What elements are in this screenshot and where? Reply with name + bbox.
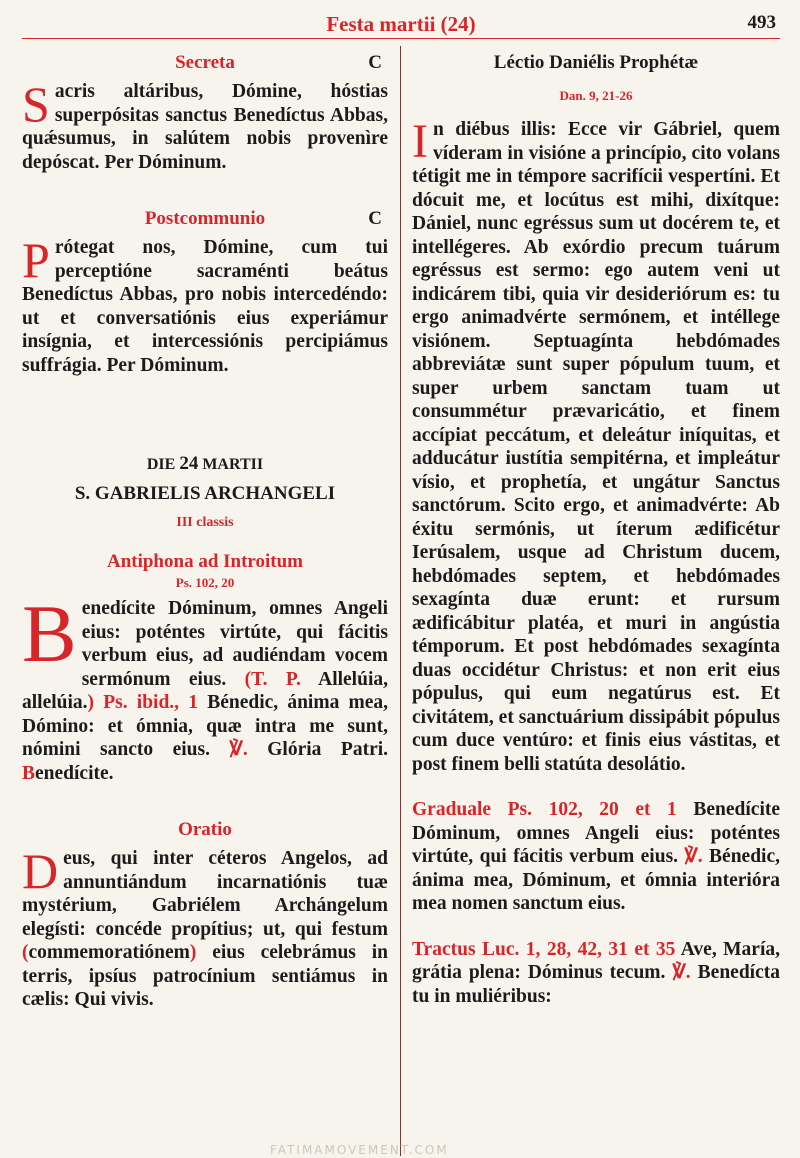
- drop-cap: I: [412, 115, 428, 168]
- introit-heading: Antiphona ad Introitum: [106, 551, 304, 572]
- feast-name: S. GABRIELIS ARCHANGELI: [74, 483, 336, 504]
- column-divider: [400, 46, 401, 1156]
- watermark: FATIMAMOVEMENT.COM: [270, 1143, 449, 1157]
- postcommunio-mark: C: [368, 208, 382, 229]
- lectio-section: [412, 52, 780, 776]
- graduale-text: Graduale Ps. 102, 20 et 1 Benedícite Dóminum, omnes Angeli eius: poténtes virtúte, qui fácitis verbum eius. ℣. Bénedic, ánima mea, Dóminum, et ómnia interióra mea nomen sanctum eius.: [412, 799, 781, 914]
- left-column: [22, 46, 388, 1012]
- oratio-heading: Oratio: [178, 819, 232, 840]
- secreta-mark: C: [368, 52, 382, 73]
- drop-cap: B: [22, 588, 77, 679]
- tractus-label: Tractus Luc. 1, 28, 42, 31 et 35: [412, 938, 676, 960]
- graduale-label: Graduale Ps. 102, 20 et 1: [412, 799, 677, 820]
- oratio-text: Deus, qui inter céteros Angelos, ad annuntiándum incarnatiónis tuæ mystérium, Gabriélem Archángelum elegísti: concéde propítius; ut, qui festum (commemoratiónem) eius celebrámus in terris, ipsíus patrocínium sentiámus in cælis: Qui vivis.: [22, 843, 388, 1010]
- versicle-icon: ℣.: [229, 739, 248, 760]
- introit-section: [22, 551, 388, 785]
- secreta-section: [22, 52, 388, 174]
- versicle-icon: ℣.: [672, 962, 691, 983]
- secreta-heading: Secreta C: [175, 52, 382, 73]
- drop-cap: P: [22, 232, 50, 288]
- drop-cap: S: [22, 76, 50, 132]
- drop-cap: D: [22, 843, 59, 899]
- oratio-section: [22, 819, 388, 1012]
- secreta-text: Sacris altáribus, Dómine, hóstias superpósitas sanctus Benedíctus Abbas, quǽsumus, in salútem nobis provenìre depóscat. Per Dóminum.: [22, 76, 388, 173]
- running-title: Festa martii (24): [326, 12, 476, 36]
- page-number: 493: [747, 12, 776, 33]
- lectio-reference: Dan. 9, 21-26: [559, 88, 633, 103]
- versicle-icon: ℣.: [684, 846, 703, 867]
- postcommunio-text: Prótegat nos, Dómine, cum tui perceptióne sacraménti beátus Benedíctus Abbas, pro nobis intercedéndo: ut et conversatiónis eius experiámur insígnia, et intercessiónis percipiámus suffrágia. Per Dóminum.: [22, 232, 388, 376]
- tractus-text: Tractus Luc. 1, 28, 42, 31 et 35 Ave, María, grátia plena: Dóminus tecum. ℣. Benedícta tu in muliéribus:: [412, 938, 780, 1007]
- lectio-text: In diébus illis: Ecce vir Gábriel, quem víderam in visióne a princípio, cito volans tétigit me in témpore sacrifícii vespertíni. Et dócuit me, et locútus est mihi, dixítque: Dániel, nunc egréssus sum ut docérem te, et intellégeres. Ab exórdio precum tuárum egréssus est sermo: ego autem veni ut indicárem tibi, quia vir desideriórum es: tu ergo animadvérte sermónem, et intéllege visiónem. Septuagínta hebdómades abbreviátæ sunt super pópulum tuum, et super urbem sanctam tuam ut consummétur prævaricátio, et finem accípiat peccátum, et deleátur iníquitas, et adducátur iustítia sempitérna, et impleátur vísio, et prophetía, et ungátur Sanctus sanctórum. Scito ergo, et animadvérte: Ab éxitu sermónis, ut íterum ædificétur Ierúsalem, usque ad Christum ducem, hebdómades septem, et hebdómades sexagínta duæ erunt: et rursum ædificábitur platéa, et muri in angústia témporum. Et post hebdómades sexagínta duas occidétur Christus: et non erit eius pópulus, qui eum negatúrus est. Et civitátem, et sanctuárium dissipábit pópulus cum duce ventúro: et finis eius vástitas, et post finem belli statúta desolátio.: [412, 115, 780, 775]
- postcommunio-section: [22, 208, 388, 377]
- graduale-section: [412, 798, 780, 916]
- introit-text: Benedícite Dóminum, omnes Angeli eius: poténtes virtúte, qui fácitis verbum eius, ad audiéndam vocem sermónum eius. (T. P. Allelúia, allelúia.) Ps. ibid., 1 Bénedic, ánima mea, Dómino: et ómnia, quæ intra me sunt, nómini sancto eius. ℣. Glória Patri. Benedícite.: [22, 588, 389, 784]
- introit-reference: Ps. 102, 20: [175, 575, 235, 590]
- feast-date: DIE 24 MARTII: [146, 453, 264, 474]
- feast-title-block: [22, 453, 388, 531]
- lectio-heading: Léctio Daniélis Prophétæ: [493, 52, 699, 73]
- page-header: [22, 8, 780, 39]
- tractus-section: [412, 938, 780, 1009]
- right-column: [412, 46, 780, 1008]
- postcommunio-heading: Postcommunio C: [144, 208, 382, 229]
- feast-class: III classis: [176, 515, 234, 530]
